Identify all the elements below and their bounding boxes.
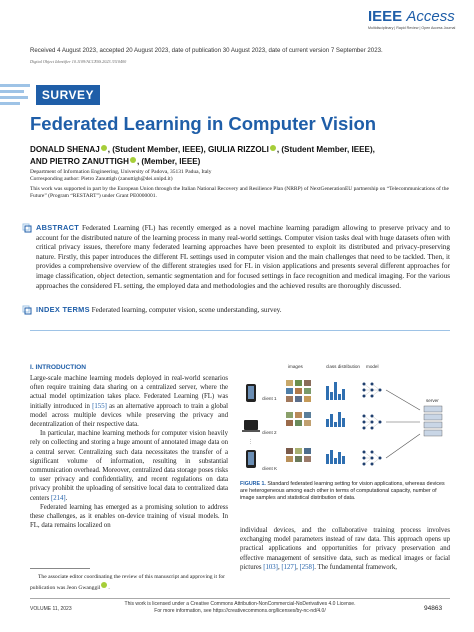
image-thumbnail bbox=[304, 388, 311, 394]
index-terms-label: INDEX TERMS bbox=[36, 305, 90, 314]
funding-note: This work was supported in part by the European Union through the Italian National Recovery and Resilience Plan (NRRP) of NextGenerationEU partnership on “Telecommunications of the Future” (Program “RESTART”) under Grant PE0000001. bbox=[30, 186, 449, 199]
image-thumbnail bbox=[304, 412, 311, 418]
paragraph: In particular, machine learning methods for computer vision heavily rely on collecting and storing a huge amount of annotated image data on a central server. Centralizing such data necessitates the transfer of a significant volume of information, resulting in substantial communication overhead. Moreover, centralized data storage poses risks to user privacy and confidentiality, and recent regulations on data privacy prohibit the uploading of sensitive local data to centralized data centers [214]. bbox=[30, 430, 228, 502]
publication-dates: Received 4 August 2023, accepted 20 August 2023, date of publication 30 August 2023, date of current version 7 September 2023. bbox=[30, 47, 383, 54]
corresponding-author: Corresponding author: Pietro Zanuttigh (zanuttigh@dei.unipd.it) bbox=[30, 176, 173, 182]
license-notice: This work is licensed under a Creative Commons Attribution-NonCommercial-NoDerivatives 4.0 License. For more information, see https://creativecommons.org/licenses/by-nc-nd/4.0/ bbox=[120, 601, 360, 615]
server-icon bbox=[424, 406, 442, 436]
image-thumbnail bbox=[304, 396, 311, 402]
logo-wordmark: IEEE Access bbox=[368, 8, 455, 25]
paragraph: Federated learning has emerged as a promising solution to address these challenges, as it enables on-device training of visual models. In FL, data remains localized on bbox=[30, 503, 228, 530]
figure-column-label: model bbox=[366, 364, 379, 369]
class-distribution-chart bbox=[326, 382, 345, 400]
paragraph: Large-scale machine learning models deployed in real-world scenarios often require training data sharing on a centralized server, where the actual model optimization takes place. Federated Learning (FL) was initially introduced in [155] as an alternative approach to train a global model across multiple devices while preserving the privacy and decentralization of their respective data. bbox=[30, 375, 228, 429]
editor-footnote: The associate editor coordinating the review of this manuscript and approving it for publication was Jeon Gwanggil . bbox=[30, 574, 226, 591]
footnote-divider bbox=[30, 568, 90, 569]
image-thumbnail bbox=[295, 380, 302, 386]
orcid-icon[interactable] bbox=[101, 582, 107, 588]
citation-link[interactable]: [258] bbox=[299, 563, 315, 571]
image-thumbnail bbox=[304, 380, 311, 386]
image-thumbnail bbox=[304, 448, 311, 454]
author-name: GIULIA RIZZOLI bbox=[208, 145, 269, 154]
index-terms-block bbox=[22, 305, 450, 316]
decorative-bars bbox=[0, 83, 32, 107]
author-name: DONALD SHENAJ bbox=[30, 145, 100, 154]
index-terms-text: INDEX TERMS Federated learning, computer vision, scene understanding, survey. bbox=[36, 305, 282, 314]
citation-link[interactable]: [127] bbox=[281, 563, 297, 571]
figure-1 bbox=[240, 364, 450, 476]
section-tag bbox=[36, 85, 100, 105]
citation-link[interactable]: [155] bbox=[92, 402, 107, 410]
image-thumbnail bbox=[286, 412, 293, 418]
introduction-column bbox=[30, 364, 228, 530]
ieee-access-logo bbox=[368, 8, 464, 34]
image-thumbnail bbox=[286, 396, 293, 402]
image-thumbnail bbox=[295, 456, 302, 462]
figure-label: FIGURE 1. bbox=[240, 481, 266, 487]
doi-line: Digital Object Identifier 10.1109/ACCESS.2023.3310400 bbox=[30, 59, 127, 64]
client-label: client 2 bbox=[262, 430, 277, 435]
volume-label: VOLUME 11, 2023 bbox=[30, 606, 72, 612]
citation-link[interactable]: [103] bbox=[263, 563, 278, 571]
figure-illustration bbox=[240, 364, 450, 476]
image-thumbnail bbox=[295, 412, 302, 418]
license-link[interactable]: For more information, see https://creativecommons.org/licenses/by-nc-nd/4.0/ bbox=[154, 608, 326, 614]
section-tag-label: SURVEY bbox=[41, 88, 95, 102]
image-thumbnail bbox=[295, 396, 302, 402]
author-name: PIETRO ZANUTTIGH bbox=[49, 157, 129, 166]
image-thumbnail bbox=[286, 420, 293, 426]
page-number: 94863 bbox=[424, 605, 443, 612]
orcid-icon[interactable] bbox=[101, 145, 107, 151]
svg-text:⋮: ⋮ bbox=[248, 440, 253, 445]
abstract-mark-icon bbox=[22, 223, 32, 233]
section-heading: I. INTRODUCTION bbox=[30, 364, 87, 371]
client-label: client K bbox=[262, 466, 278, 471]
client-label: client 1 bbox=[262, 396, 277, 401]
figure-column-label: images bbox=[288, 364, 303, 369]
server-label: server bbox=[426, 398, 439, 403]
class-distribution-chart bbox=[326, 450, 345, 464]
orcid-icon[interactable] bbox=[270, 145, 276, 151]
right-column bbox=[240, 526, 450, 572]
figure-caption: FIGURE 1. Standard federated learning setting for vision applications, whereas devices are heterogeneous among each other in terms of computational capacity, number of image samples and statistical distribution of data. bbox=[240, 481, 445, 501]
image-thumbnail bbox=[295, 420, 302, 426]
paper-title: Federated Learning in Computer Vision bbox=[30, 113, 377, 134]
logo-tagline: Multidisciplinary | Rapid Review | Open Access Journal bbox=[368, 26, 456, 30]
author-list: DONALD SHENAJ , (Student Member, IEEE), GIULIA RIZZOLI , (Student Member, IEEE), AND PIETRO ZANUTTIGH , (Member, IEEE) bbox=[30, 145, 375, 166]
image-thumbnail bbox=[295, 388, 302, 394]
class-distribution-chart bbox=[326, 412, 345, 427]
image-thumbnail bbox=[286, 388, 293, 394]
image-thumbnail bbox=[286, 456, 293, 462]
image-thumbnail bbox=[304, 420, 311, 426]
citation-link[interactable]: [214] bbox=[50, 494, 66, 502]
image-thumbnail bbox=[304, 456, 311, 462]
paragraph: individual devices, and the collaborative training process involves exchanging model parameters instead of raw data. This approach opens up practical applications and opportunities for privacy preservation and effective management of sensitive data, such as medical images or facial pictures [103], [127], [258]. The fundamental framework, bbox=[240, 527, 450, 571]
affiliation-line: Department of Information Engineering, University of Padova, 35131 Padua, Italy bbox=[30, 169, 212, 175]
figure-column-label: class distribution bbox=[326, 364, 360, 369]
abstract-text: ABSTRACT Federated Learning (FL) has recently emerged as a novel machine learning paradigm allowing to preserve privacy and to account for the distributed nature of the learning process in many real-world settings. Computer vision tasks deal with huge datasets often with critical privacy issues, therefore many federated learning approaches have been presented to exploit its distributed and privacy-preserving nature. Firstly, this paper introduces the different FL settings used in computer vision and the main challenges that need to be tackled. Then, it provides a comprehensive overview of the different strategies used for FL in vision applications and presents several different approaches for image classification, object detection, semantic segmentation and for focused settings in face recognition and medical imaging. For the various approaches the considered FL setting, the employed data and methodologies and the achieved results are thoroughly discussed. bbox=[36, 223, 450, 290]
footer-divider bbox=[30, 598, 450, 599]
index-terms-mark-icon bbox=[22, 305, 32, 315]
orcid-icon[interactable] bbox=[130, 157, 136, 163]
image-thumbnail bbox=[286, 380, 293, 386]
divider bbox=[30, 330, 450, 331]
image-thumbnail bbox=[286, 448, 293, 454]
abstract-label: ABSTRACT bbox=[36, 223, 80, 232]
abstract-block bbox=[22, 223, 450, 291]
affiliation bbox=[30, 169, 211, 183]
laptop-icon bbox=[244, 420, 258, 430]
image-thumbnail bbox=[295, 448, 302, 454]
